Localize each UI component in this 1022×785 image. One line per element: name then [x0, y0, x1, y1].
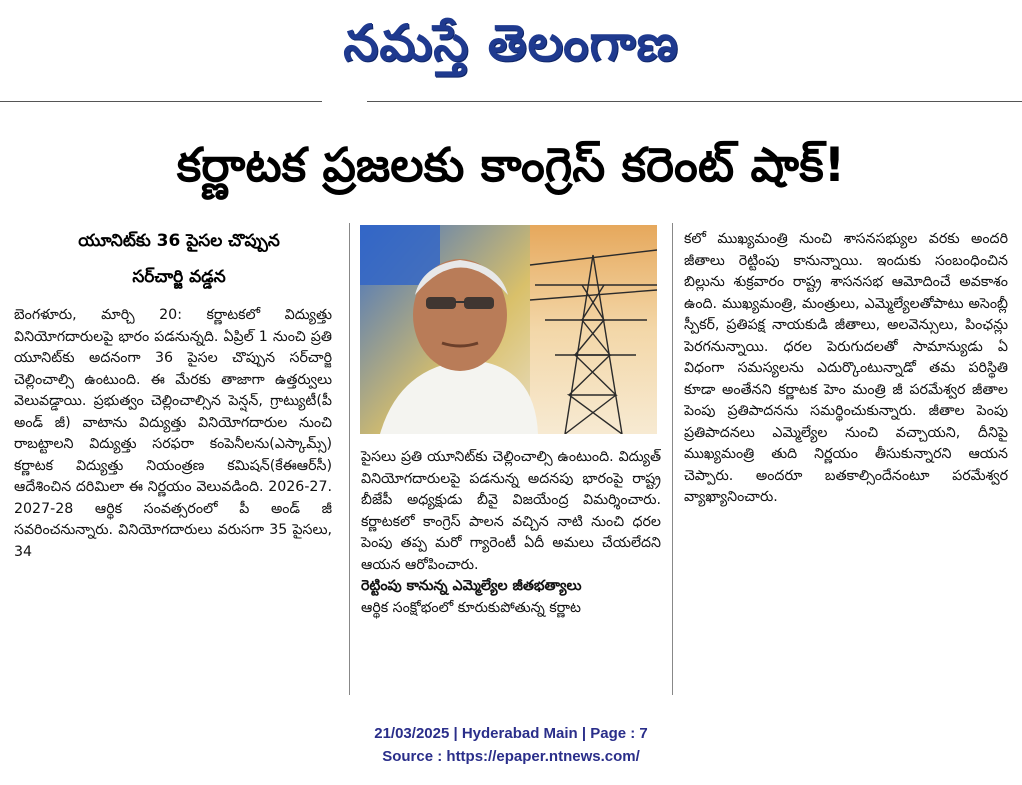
footer-dateline: 21/03/2025 | Hyderabad Main | Page : 7: [374, 725, 648, 742]
article-column-3: [684, 229, 1008, 693]
article-headline: కర్ణాటక ప్రజలకు కాంగ్రెస్ కరెంట్ షాక్!: [176, 138, 846, 193]
photo-graphic: [360, 225, 657, 434]
article-subhead: యూనిట్‌కు 36 పైసల చొప్పున: [78, 231, 280, 251]
article-photo: [360, 225, 657, 434]
column-divider-2: [672, 223, 673, 695]
column-3-text: కలో ముఖ్యమంత్రి నుంచి శాసనసభ్యుల వరకు అందరి జీతాలు రెట్టింపు కానున్నాయి. ఇందుకు సంబంధించిన బిల్లును శుక్రవారం రాష్ట్ర శాసనసభ ఆమోదించే అవకాశం ఉంది. ముఖ్యమంత్రి, మంత్రులు, ఎమ్మెల్యేలతోపాటు అసెంబ్లీ స్పీకర్, ప్రతిపక్ష నాయకుడి జీతాలు, అలవెన్సులు, పింఛన్లు పెరగనున్నాయి. ధరల పెరుగుదలతో సామాన్యుడు ఏ విధంగా సమస్యలను ఎదుర్కొంటున్నాడో తమ పరిస్థితి కూడా అంతేనని కర్ణాటక హెం మంత్రి జీ పరమేశ్వర జీతాల పెంపు ప్రతిపాదనను సమర్థించుకున్నారు. జీతాల పెంపు ప్రతిపాదనలు ఎమ్మెల్యేల నుంచి వచ్చాయని, దీనిపై ముఖ్యమంత్రి తుది నిర్ణయం తీసుకున్నారని ఆయన చెప్పారు. అందరూ బతకాల్సిందేనంటూ పరమేశ్వర వ్యాఖ్యానించారు.: [684, 231, 1008, 505]
column-2-subhead: రెట్టింపు కానున్న ఎమ్మెల్యేల జీతభత్యాలు: [361, 578, 582, 594]
article-column-2: [361, 447, 661, 619]
footer-source: Source : https://epaper.ntnews.com/: [382, 748, 640, 765]
article-subhead-2: సర్‌చార్జి వడ్డన: [132, 267, 226, 287]
column-2-tail: ఆర్థిక సంక్షోభంలో కూరుకుపోతున్న కర్ణాట: [361, 599, 581, 616]
article-column-1: [14, 305, 332, 689]
column-2-text: పైసలు ప్రతి యూనిట్‌కు చెల్లించాల్సి ఉంటుంది. విద్యుత్ వినియోగదారులపై పడనున్న అదనపు భారంపై రాష్ట్ర బీజేపీ అధ్యక్షుడు బీవై విజయేంద్ర విమర్శించారు. కర్ణాటకలో కాంగ్రెస్ పాలన వచ్చిన నాటి నుంచి ధరల పెంపు తప్ప మరో గ్యారెంటీ ఏదీ అమలు చేయలేదని ఆయన ఆరోపించారు.: [361, 449, 661, 573]
column-divider-1: [349, 223, 350, 695]
masthead-rule-right: [367, 101, 1022, 102]
column-1-text: బెంగళూరు, మార్చి 20: కర్ణాటకలో విద్యుత్తు వినియోగదారులపై భారం పడనున్నది. ఏప్రిల్ 1 నుంచి ప్రతి యూనిట్‌కు అదనంగా 36 పైసల చొప్పున సర్‌చార్జి చెల్లించాల్సి ఉంటుంది. ఈ మేరకు తాజాగా ఉత్తర్వులు వెలువడ్డాయి. ప్రభుత్వం చెల్లించాల్సిన పెన్షన్, గ్రాట్యుటీ(పీ అండ్ జీ) వాటాను విద్యుత్తు వినియోగదారుల నుంచి రాబట్టాలని విద్యుత్తు సరఫరా కంపెనీలను(ఎస్కామ్స్) కర్ణాటక విద్యుత్తు నియంత్రణ కమిషన్(కేఈఆర్‌సీ) ఆదేశించిన దరిమిలా ఈ నిర్ణయం వెలువడింది. 2026-27. 2027-28 ఆర్థిక సంవత్సరంలో పీ అండ్ జీ సవరించనున్నారు. వినియోగదారులు వరుసగా 35 పైసలు, 34: [14, 307, 332, 560]
masthead-rule-left: [0, 101, 322, 102]
masthead-logo: నమస్తే తెలంగాణ: [343, 14, 679, 72]
